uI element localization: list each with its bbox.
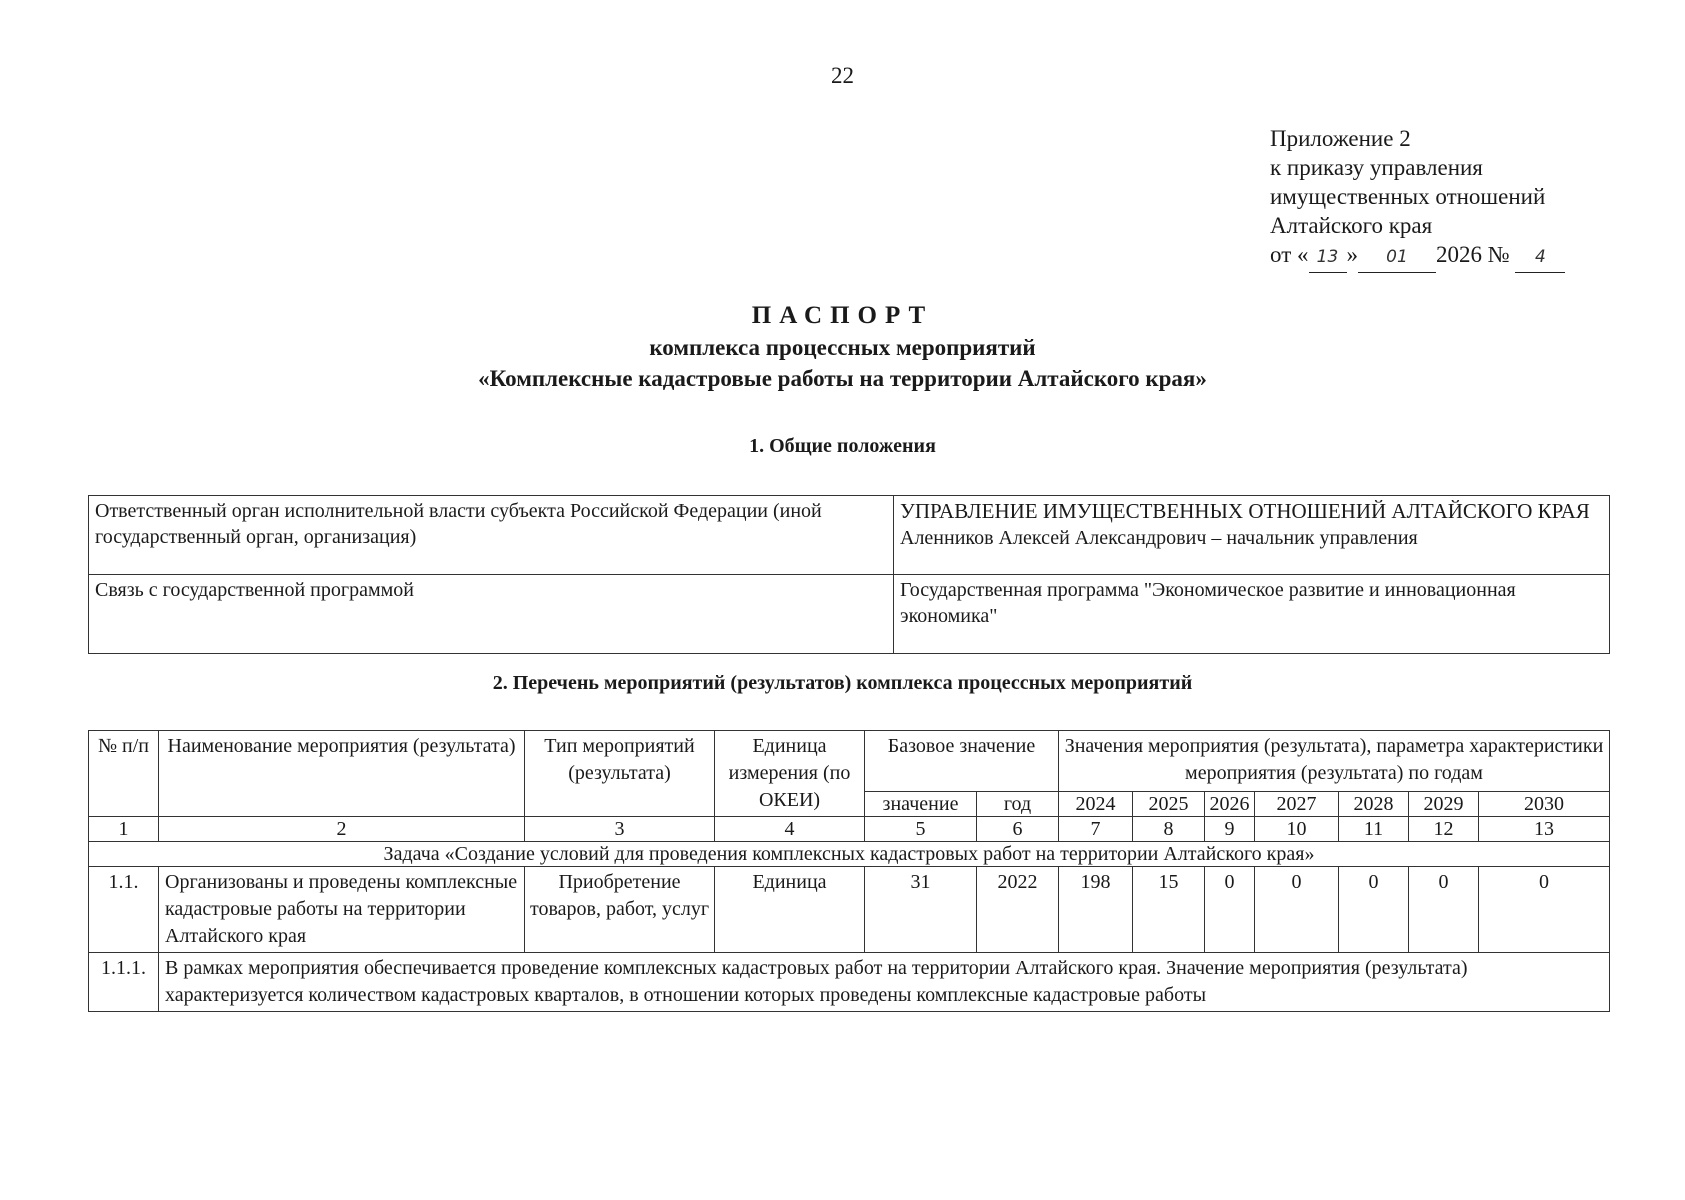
- header-num: № п/п: [89, 731, 159, 817]
- row-name: Организованы и проведены комплексные кадастровые работы на территории Алтайского края: [159, 867, 525, 953]
- col-number: 2: [159, 817, 525, 842]
- header-row: [89, 731, 1610, 792]
- row-base-year: 2022: [977, 867, 1059, 953]
- page-number: 22: [831, 63, 854, 88]
- header-base: Базовое значение: [865, 731, 1059, 792]
- appendix-line-2: к приказу управления: [1270, 155, 1483, 180]
- appendix-line-4: Алтайского края: [1270, 213, 1433, 238]
- header-name: Наименование мероприятия (результата): [159, 731, 525, 817]
- task-row: [89, 842, 1610, 867]
- note-num: 1.1.1.: [89, 953, 159, 1012]
- title-line-3: «Комплексные кадастровые работы на территории Алтайского края»: [478, 366, 1207, 391]
- appendix-block: [1270, 124, 1565, 273]
- header-type: Тип мероприятий (результата): [525, 731, 715, 817]
- header-base-year: год: [977, 792, 1059, 817]
- document-title: [0, 300, 1685, 394]
- row-value-2028: 0: [1339, 867, 1409, 953]
- header-year-2024: 2024: [1059, 792, 1133, 817]
- col-number: 11: [1339, 817, 1409, 842]
- date-year: 2026 №: [1436, 242, 1510, 267]
- row-value-2025: 15: [1133, 867, 1205, 953]
- col-number: 4: [715, 817, 865, 842]
- row-value-2026: 0: [1205, 867, 1255, 953]
- section-2-heading: 2. Перечень мероприятий (результатов) комплекса процессных мероприятий: [492, 672, 1193, 694]
- row-num: 1.1.: [89, 867, 159, 953]
- header-year-2027: 2027: [1255, 792, 1339, 817]
- header-base-value: значение: [865, 792, 977, 817]
- date-day-handwritten: 13: [1309, 243, 1347, 273]
- title-line-2: комплекса процессных мероприятий: [649, 335, 1036, 360]
- row-unit: Единица: [715, 867, 865, 953]
- col-number: 6: [977, 817, 1059, 842]
- row-base-value: 31: [865, 867, 977, 953]
- general-info-table: [88, 495, 1610, 654]
- header-year-2028: 2028: [1339, 792, 1409, 817]
- note-row: [89, 953, 1610, 1012]
- responsible-org: УПРАВЛЕНИЕ ИМУЩЕСТВЕННЫХ ОТНОШЕНИЙ АЛТАЙСКОГО КРАЯ: [900, 499, 1590, 523]
- row-value-2030: 0: [1479, 867, 1610, 953]
- col-number: 13: [1479, 817, 1610, 842]
- row-type: Приобретение товаров, работ, услуг: [525, 867, 715, 953]
- appendix-date-line: [1270, 240, 1565, 273]
- responsible-label: Ответственный орган исполнительной власти субъекта Российской Федерации (иной государственный орган, организация): [89, 496, 894, 575]
- col-number: 10: [1255, 817, 1339, 842]
- header-year-2029: 2029: [1409, 792, 1479, 817]
- column-number-row: [89, 817, 1610, 842]
- row-value-2027: 0: [1255, 867, 1339, 953]
- order-number-handwritten: 4: [1515, 243, 1565, 273]
- appendix-line-3: имущественных отношений: [1270, 184, 1546, 209]
- col-number: 8: [1133, 817, 1205, 842]
- note-text: В рамках мероприятия обеспечивается проведение комплексных кадастровых работ на территории Алтайского края. Значение мероприятия (результата) характеризуется количеством кадастровых кварталов, в отношении которых проведены комплексные кадастровые работы: [159, 953, 1610, 1012]
- col-number: 9: [1205, 817, 1255, 842]
- table-row: [89, 867, 1610, 953]
- col-number: 7: [1059, 817, 1133, 842]
- date-prefix: от «: [1270, 242, 1309, 267]
- responsible-head: Аленников Алексей Александрович – начальник управления: [900, 527, 1418, 549]
- col-number: 5: [865, 817, 977, 842]
- table-row: [89, 575, 1610, 654]
- date-mid: »: [1346, 242, 1358, 267]
- program-value: Государственная программа "Экономическое развитие и инновационная экономика": [894, 575, 1610, 654]
- col-number: 1: [89, 817, 159, 842]
- row-value-2029: 0: [1409, 867, 1479, 953]
- header-year-2030: 2030: [1479, 792, 1610, 817]
- responsible-value: [894, 496, 1610, 575]
- program-label: Связь с государственной программой: [89, 575, 894, 654]
- col-number: 3: [525, 817, 715, 842]
- title-main: ПАСПОРТ: [751, 302, 934, 329]
- header-year-2025: 2025: [1133, 792, 1205, 817]
- task-text: Задача «Создание условий для проведения комплексных кадастровых работ на территории Алтайского края»: [89, 842, 1610, 867]
- col-number: 12: [1409, 817, 1479, 842]
- header-values: Значения мероприятия (результата), параметра характеристики мероприятия (результата) по годам: [1059, 731, 1610, 792]
- date-month-handwritten: 01: [1358, 243, 1436, 273]
- header-year-2026: 2026: [1205, 792, 1255, 817]
- table-row: [89, 496, 1610, 575]
- appendix-line-1: Приложение 2: [1270, 126, 1411, 151]
- row-value-2024: 198: [1059, 867, 1133, 953]
- section-1-heading: 1. Общие положения: [749, 435, 936, 457]
- header-unit: Единица измерения (по ОКЕИ): [715, 731, 865, 817]
- events-table: [88, 730, 1610, 1012]
